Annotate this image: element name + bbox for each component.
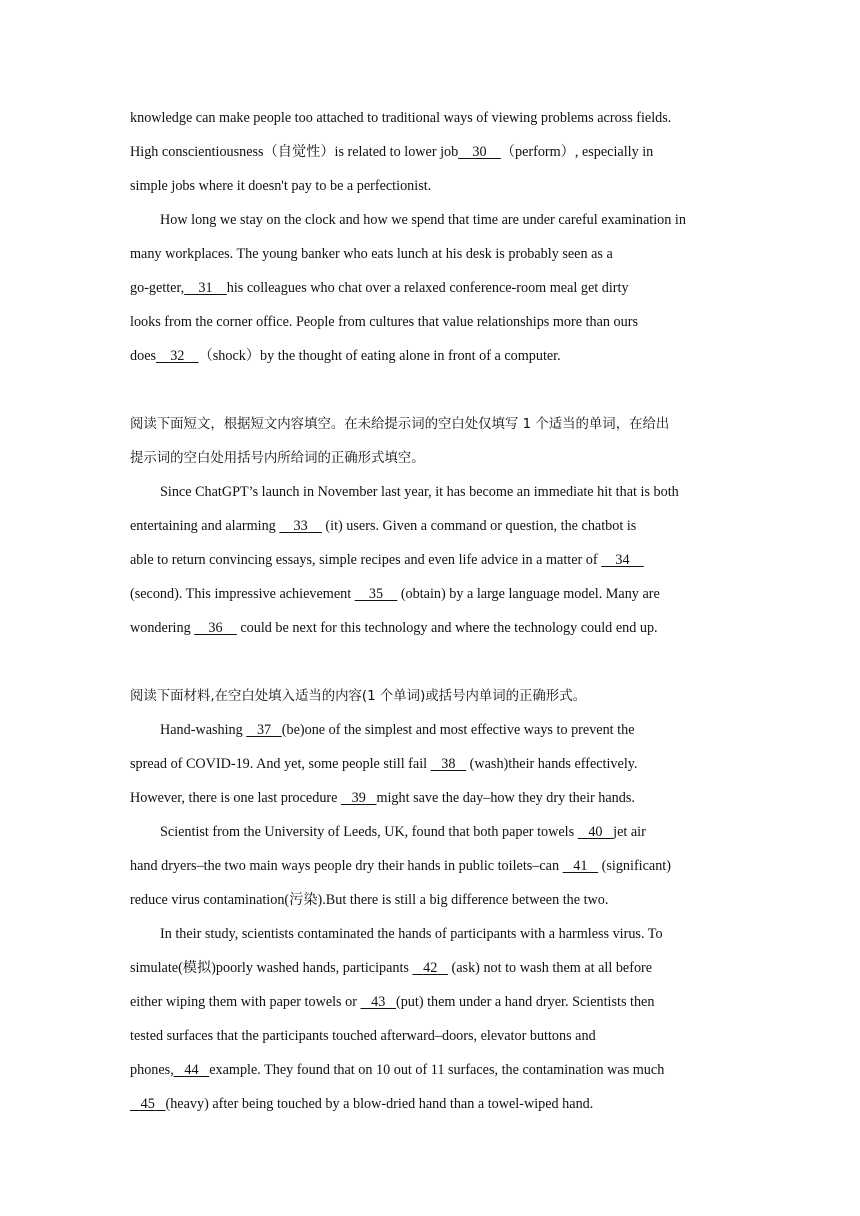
- instruction-line: [130, 448, 425, 469]
- text-line: [160, 924, 663, 944]
- answer-blank-41: [563, 858, 598, 874]
- answer-blank-30: [458, 144, 501, 160]
- text-line: [130, 108, 671, 128]
- text-segment: Scientist from the University of Leeds, UK, found that both paper towels: [160, 824, 578, 840]
- answer-blank-38: [431, 756, 466, 772]
- answer-blank-44: [174, 1062, 209, 1078]
- text-line: [130, 278, 629, 298]
- blank-number: 40: [588, 824, 603, 840]
- text-segment: (ask) not to wash them at all before: [447, 960, 653, 976]
- text-segment: knowledge can make people too attached to traditional ways of viewing problems across fields.: [130, 110, 672, 126]
- text-segment: (second). This impressive achievement: [130, 586, 355, 602]
- text-segment: wondering: [130, 620, 195, 636]
- text-segment: 阅读下面短文，根据短文内容填空。在未给提示词的空白处仅填写 1 个适当的单词，在给出: [130, 417, 670, 432]
- text-segment: either wiping them with paper towels or: [130, 994, 361, 1010]
- blank-number: 38: [441, 756, 456, 772]
- text-line: [130, 1026, 596, 1046]
- answer-blank-34: [601, 552, 644, 568]
- text-segment: does: [130, 348, 157, 364]
- text-segment: reduce virus contamination(污染).But there is still a big difference between the two.: [130, 892, 609, 908]
- blank-number: 39: [351, 790, 366, 806]
- text-line: [130, 618, 658, 638]
- answer-blank-39: [341, 790, 376, 806]
- text-segment: Hand-washing: [160, 722, 247, 738]
- text-line: [130, 788, 635, 808]
- text-segment: However, there is one last procedure: [130, 790, 341, 806]
- text-line: [130, 992, 654, 1012]
- text-segment: High conscientiousness（自觉性）is related to lower job: [130, 144, 459, 160]
- text-line: [130, 584, 660, 604]
- answer-blank-35: [355, 586, 398, 602]
- blank-number: 34: [615, 552, 630, 568]
- blank-number: 31: [198, 280, 213, 296]
- text-segment: 提示词的空白处用括号内所给词的正确形式填空。: [130, 451, 425, 466]
- text-segment: (it) users. Given a command or question, the chatbot is: [321, 518, 637, 534]
- text-segment: might save the day–how they dry their hands.: [376, 790, 635, 806]
- blank-number: 45: [140, 1096, 155, 1112]
- text-segment: （shock）by the thought of eating alone in front of a computer.: [198, 348, 561, 364]
- text-line: [130, 958, 652, 978]
- text-segment: 阅读下面材料,在空白处填入适当的内容(1 个单词)或括号内单词的正确形式。: [130, 689, 586, 704]
- blank-number: 32: [170, 348, 185, 364]
- text-segment: Since ChatGPT’s launch in November last year, it has become an immediate hit that is both: [160, 484, 679, 500]
- blank-number: 33: [293, 518, 308, 534]
- text-segment: looks from the corner office. People from cultures that value relationships more than ours: [130, 314, 638, 330]
- answer-blank-40: [578, 824, 613, 840]
- text-line: [130, 516, 636, 536]
- text-segment: entertaining and alarming: [130, 518, 280, 534]
- text-line: [130, 856, 671, 876]
- text-line: [130, 244, 613, 264]
- blank-number: 43: [371, 994, 386, 1010]
- answer-blank-31: [184, 280, 227, 296]
- text-line: [130, 176, 431, 196]
- text-segment: (wash)their hands effectively.: [466, 756, 638, 772]
- answer-blank-43: [361, 994, 396, 1010]
- text-segment: simple jobs where it doesn't pay to be a perfectionist.: [130, 178, 432, 194]
- answer-blank-33: [279, 518, 322, 534]
- blank-number: 30: [472, 144, 487, 160]
- text-line: [160, 210, 686, 230]
- text-segment: (significant): [598, 858, 671, 874]
- answer-blank-36: [194, 620, 237, 636]
- text-line: [130, 1094, 593, 1114]
- answer-blank-32: [156, 348, 199, 364]
- text-segment: (heavy) after being touched by a blow-dried hand than a towel-wiped hand.: [165, 1096, 594, 1112]
- instruction-line: [130, 686, 586, 707]
- text-line: [160, 822, 646, 842]
- text-line: [130, 550, 644, 570]
- text-line: [130, 890, 608, 910]
- text-segment: able to return convincing essays, simple recipes and even life advice in a matter of: [130, 552, 602, 568]
- text-line: [160, 482, 679, 502]
- text-segment: (put) them under a hand dryer. Scientists then: [395, 994, 655, 1010]
- text-segment: spread of COVID-19. And yet, some people still fail: [130, 756, 431, 772]
- text-segment: In their study, scientists contaminated the hands of participants with a harmless virus. To: [160, 926, 663, 942]
- text-segment: could be next for this technology and where the technology could end up.: [236, 620, 658, 636]
- answer-blank-42: [413, 960, 448, 976]
- text-segment: phones,: [130, 1062, 174, 1078]
- text-segment: example. They found that on 10 out of 11 surfaces, the contamination was much: [209, 1062, 665, 1078]
- text-segment: （perform）, especially in: [500, 144, 654, 160]
- answer-blank-37: [246, 722, 281, 738]
- text-segment: jet air: [613, 824, 646, 840]
- text-line: [130, 346, 561, 366]
- text-segment: tested surfaces that the participants touched afterward–doors, elevator buttons and: [130, 1028, 596, 1044]
- text-line: [130, 754, 637, 774]
- text-segment: (be)one of the simplest and most effective ways to prevent the: [281, 722, 635, 738]
- blank-number: 42: [423, 960, 438, 976]
- text-line: [130, 1060, 664, 1080]
- text-line: [160, 720, 635, 740]
- text-segment: How long we stay on the clock and how we spend that time are under careful examination in: [160, 212, 686, 228]
- text-segment: simulate(模拟)poorly washed hands, participants: [130, 960, 413, 976]
- blank-number: 37: [256, 722, 272, 738]
- blank-number: 35: [368, 586, 384, 602]
- text-segment: many workplaces. The young banker who eats lunch at his desk is probably seen as a: [130, 246, 613, 262]
- text-segment: hand dryers–the two main ways people dry their hands in public toilets–can: [130, 858, 563, 874]
- blank-number: 36: [208, 620, 223, 636]
- blank-number: 44: [184, 1062, 199, 1078]
- blank-number: 41: [573, 858, 588, 874]
- text-line: [130, 142, 653, 162]
- text-segment: his colleagues who chat over a relaxed conference-room meal get dirty: [226, 280, 629, 296]
- instruction-line: [130, 414, 669, 435]
- text-segment: (obtain) by a large language model. Many are: [397, 586, 660, 602]
- text-segment: go-getter,: [130, 280, 185, 296]
- answer-blank-45: [130, 1096, 165, 1112]
- text-line: [130, 312, 638, 332]
